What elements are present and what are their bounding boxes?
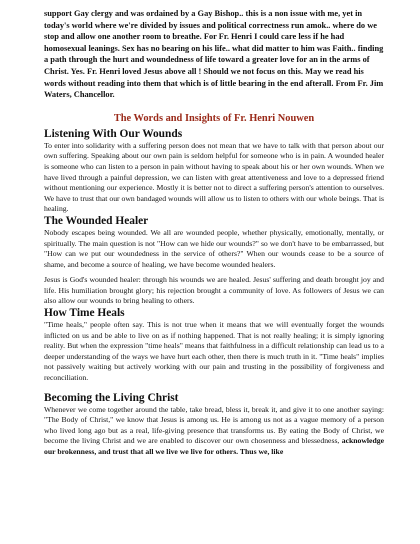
paragraph-wounded-healer-1: Nobody escapes being wounded. We all are wounded people, whether physically, emotionally, mentally, or spiritually. The main question is not "How can we hide our wounds?" so we don't have to be embarrassed, but "How can we put our woundedness in the service of others?" When our wounds cease to be a source of shame, and become a source of healing, we have become wounded healers. <box>44 227 384 269</box>
heading-listening: Listening With Our Wounds <box>44 127 183 140</box>
paragraph-listening: To enter into solidarity with a suffering person does not mean that we have to talk with that person about our own suffering. Speaking about our own pain is seldom helpful for someone who is in pain. A wounded healer is someone who can listen to a person in pain without having to speak about his or her own wounds. When we have lived through a painful depression, we can listen with great attentiveness and love to a depressed friend without mentioning our experience. Mostly it is better not to direct a suffering person's attention to ourselves. We have to trust that our own bandaged wounds will allow us to listen to others with our whole beings. That is healing. <box>44 140 385 214</box>
section-title: The Words and Insights of Fr. Henri Nouwen <box>113 112 315 124</box>
document-page <box>44 8 384 458</box>
paragraph-living-christ-text: Whenever we come together around the table, take bread, bless it, break it, and give it to one another saying: "The Body of Christ," we know that Jesus is among us. He is among us not as a vague memory of a person who lived long ago but as a real, life-giving presence that transforms us. By eating the Body of Christ, we become the living Christ and we are enabled to discover our own chosenness and blessedness, <box>44 404 384 446</box>
intro-paragraph: support Gay clergy and was ordained by a Gay Bishop.. this is a non issue with me, yet in today's world where we're divided by issues and political correctness run amok.. where do we stop and allow one another room to breathe. For Fr. Henri I could care less if he had homosexual leanings. Sex has no bearing on his life.. what did matter to him was Faith.. finding a path through the hurt and woundedness of life toward a greater love for an in the arms of Christ. Yes. Fr. Henri loved Jesus above all ! Should we not focus on this. May we read his words without reading into them that which is of little bearing in the end afterall. From Fr. Jim Waters, Chancellor. <box>44 9 384 100</box>
paragraph-living-christ-bold: acknowledge our brokenness, and trust that all we live we live for others. Thus we, like <box>44 436 384 456</box>
paragraph-how-time-heals: "Time heals," people often say. This is not true when it means that we will eventually forget the wounds inflicted on us and be able to live on as if nothing happened. That is not really healing; it is simply ignoring reality. But when the expression "time heals" means that faithfulness in a difficult relationship can lead us to a deeper understanding of the ways we have hurt each other, then there is much truth in it. "Time heals" implies not passively waiting but actively working with our pain and trusting in the possibility of forgiveness and reconciliation. <box>44 320 384 383</box>
heading-wounded-healer: The Wounded Healer <box>44 214 149 227</box>
heading-how-time-heals: How Time Heals <box>44 307 125 320</box>
paragraph-living-christ <box>44 405 384 458</box>
paragraph-wounded-healer-2: Jesus is God's wounded healer: through his wounds we are healed. Jesus' suffering and death brought joy and life. His humiliation brought glory; his rejection brought a community of love. As followers of Jesus we can also allow our wounds to bring healing to others. <box>44 275 384 306</box>
heading-living-christ: Becoming the Living Christ <box>44 391 179 404</box>
